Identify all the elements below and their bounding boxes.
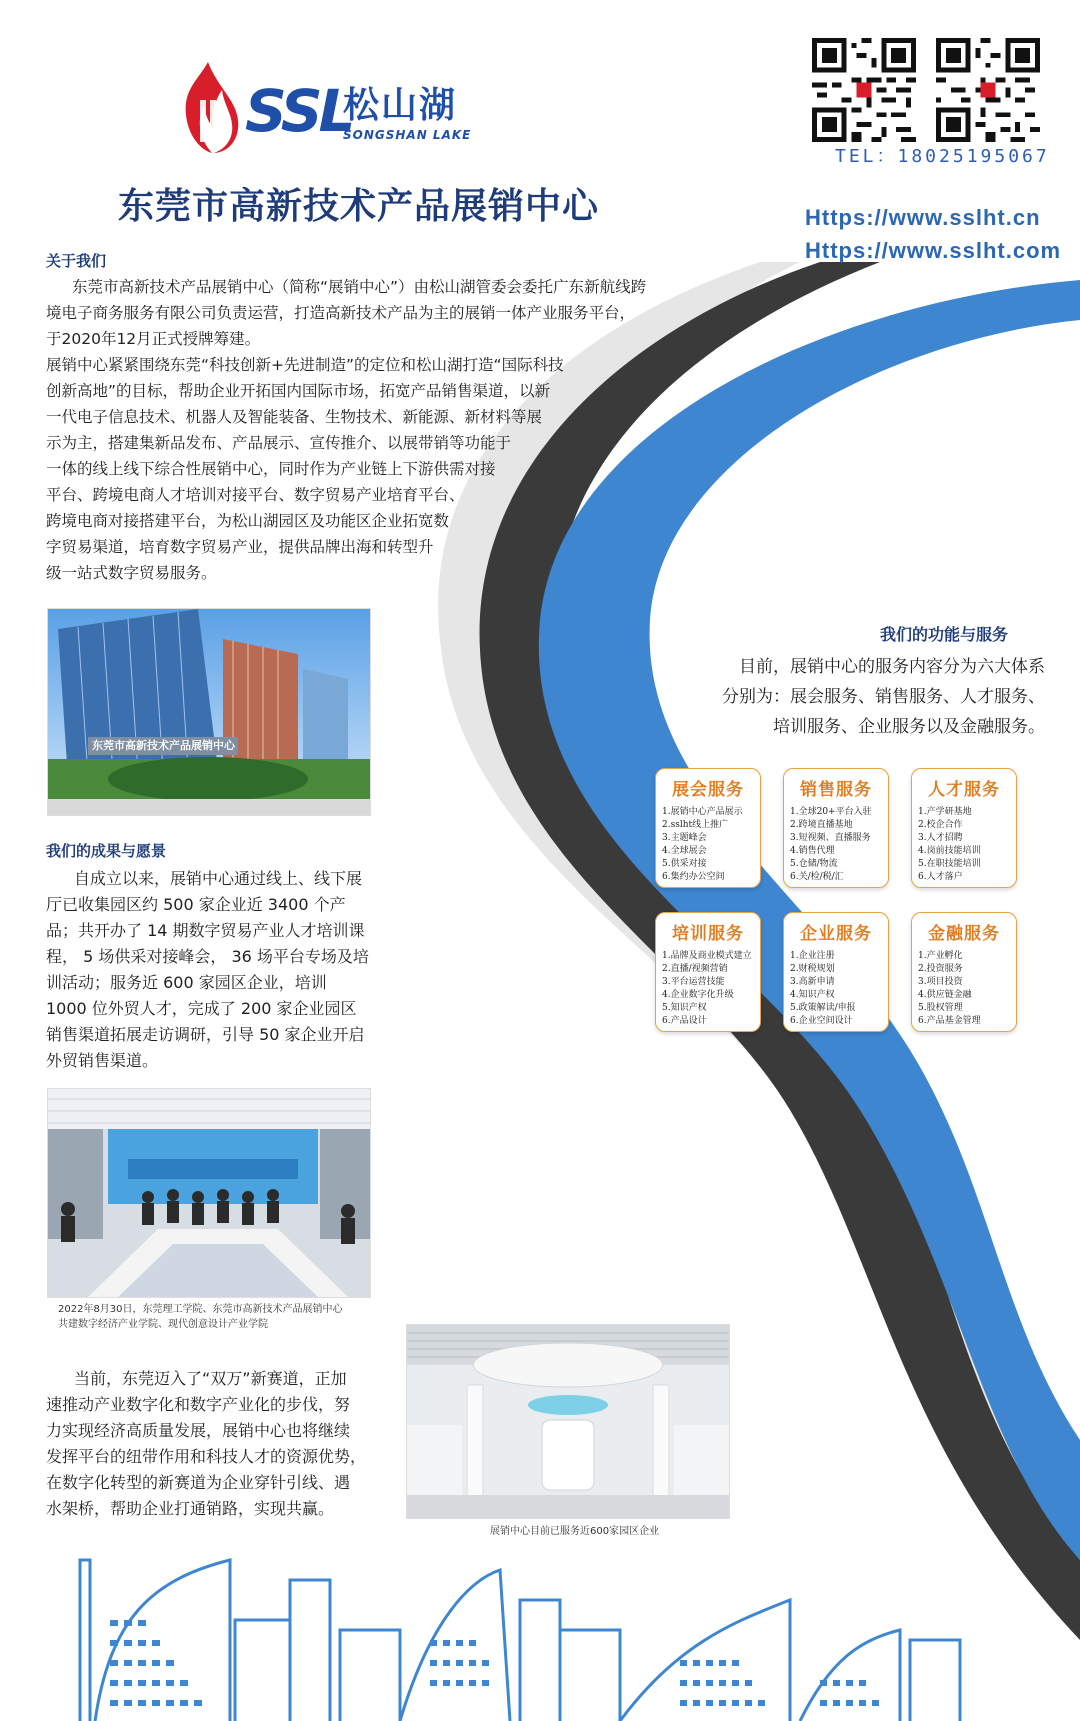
flame-logo-icon [178, 60, 240, 155]
card-item: 1.展销中心产品展示 [662, 807, 743, 817]
service-card-talent[interactable] [911, 768, 1017, 888]
card-item: 6.集约办公空间 [662, 872, 725, 882]
services-intro-line: 培训服务、企业服务以及金融服务。 [773, 717, 1045, 737]
card-title: 金融服务 [928, 924, 1000, 944]
closing-line: 在数字化转型的新赛道为企业穿针引线、遇 [46, 1473, 351, 1492]
card-item: 1.产学研基地 [918, 807, 972, 817]
closing-line: 当前，东莞迈入了“双万”新赛道，正加 [74, 1369, 347, 1388]
qr-code-icon[interactable] [936, 38, 1040, 142]
card-item: 6.企业空间设计 [790, 1016, 853, 1026]
achievements-line: 自成立以来，展销中心通过线上、线下展 [74, 869, 363, 888]
card-item: 4.销售代理 [790, 846, 835, 856]
achievements-line: 1000 位外贸人才，完成了 200 家企业园区 [46, 999, 357, 1018]
website-url[interactable]: Https://www.sslht.com [805, 238, 1062, 263]
card-item: 1.企业注册 [790, 951, 835, 961]
about-line: 字贸易渠道，培育数字贸易产业，提供品牌出海和转型升 [46, 538, 434, 556]
services-intro-line: 目前，展销中心的服务内容分为六大体系 [739, 657, 1045, 677]
card-item: 4.企业数字化升级 [662, 990, 734, 1000]
about-heading: 关于我们 [46, 252, 107, 270]
services-intro [705, 652, 1045, 742]
hall-caption: 展销中心目前已服务近600家园区企业 [490, 1526, 660, 1537]
about-line: 展销中心紧紧围绕东莞“科技创新+先进制造”的定位和松山湖打造“国际科技 [46, 356, 564, 374]
service-card-exhibition[interactable] [655, 768, 761, 888]
about-line: 境电子商务服务有限公司负责运营，打造高新技术产品为主的展销一体产业服务平台， [46, 304, 636, 322]
card-item: 2.跨境直播基地 [790, 820, 853, 830]
card-item: 4.全球展会 [662, 846, 707, 856]
closing-line: 力实现经济高质量发展，展销中心也将继续 [46, 1421, 351, 1440]
card-item: 6.人才落户 [918, 872, 963, 882]
card-item: 2.校企合作 [918, 820, 963, 830]
card-item: 2.sslht线上推广 [662, 820, 729, 830]
building-sign: 东莞市高新技术产品展销中心 [92, 739, 235, 752]
about-line: 跨境电商对接搭建平台，为松山湖园区及功能区企业拓宽数 [46, 512, 450, 530]
card-item: 3.人才招聘 [918, 833, 963, 843]
page-title: 东莞市高新技术产品展销中心 [118, 186, 600, 227]
achievements-line: 训活动；服务近 600 家园区企业，培训 [46, 973, 327, 992]
telephone-number: TEL：18025195067 [835, 146, 1050, 167]
closing-line: 水架桥，帮助企业打通销路，实现共赢。 [46, 1499, 335, 1518]
card-item: 6.关/检/税/汇 [790, 872, 844, 882]
about-line: 东莞市高新技术产品展销中心（简称“展销中心”）由松山湖管委会委托广东新航线跨 [72, 278, 647, 296]
card-item: 3.平台运营技能 [662, 977, 725, 987]
about-line: 一体的线上线下综合性展销中心，同时作为产业链上下游供需对接 [46, 460, 496, 478]
card-item: 1.全球20+平台入驻 [790, 807, 872, 817]
card-title: 展会服务 [672, 780, 744, 800]
card-title: 销售服务 [800, 780, 872, 800]
card-item: 1.品牌及商业模式建立 [662, 951, 752, 961]
card-item: 2.投资服务 [918, 964, 963, 974]
building-photo [47, 608, 371, 816]
card-item: 3.高新申请 [790, 977, 835, 987]
website-url[interactable]: Https://www.sslht.cn [805, 205, 1041, 230]
about-line: 创新高地”的目标，帮助企业开拓国内国际市场，拓宽产品销售渠道，以新 [46, 382, 551, 400]
achievements-line: 销售渠道拓展走访调研，引导 50 家企业开启 [46, 1025, 365, 1044]
card-item: 3.项目投资 [918, 977, 963, 987]
service-card-enterprise[interactable] [783, 912, 889, 1032]
achievements-line: 外贸销售渠道。 [46, 1051, 159, 1070]
card-item: 6.产品设计 [662, 1016, 707, 1026]
card-item: 5.在职技能培训 [918, 859, 981, 869]
brand-name-en: SONGSHAN LAKE [343, 128, 472, 142]
card-item: 3.短视频、直播服务 [790, 833, 871, 843]
card-item: 2.财税规划 [790, 964, 835, 974]
meeting-caption [58, 1302, 398, 1332]
card-item: 5.政策解读/申报 [790, 1003, 856, 1013]
about-line: 一代电子信息技术、机器人及智能装备、生物技术、新能源、新材料等展 [46, 408, 543, 426]
card-item: 5.知识产权 [662, 1003, 707, 1013]
about-line: 示为主，搭建集新品发布、产品展示、宣传推介、以展带销等功能于 [46, 434, 512, 452]
service-card-training[interactable] [655, 912, 761, 1032]
city-skyline-illustration [0, 1540, 1080, 1721]
card-item: 4.供应链金融 [918, 990, 972, 1000]
card-item: 4.岗前技能培训 [918, 846, 981, 856]
about-text [46, 274, 746, 586]
closing-line: 速推动产业数字化和数字产业化的步伐，努 [46, 1395, 351, 1414]
exhibition-hall-photo [406, 1324, 730, 1519]
services-intro-line: 分别为：展会服务、销售服务、人才服务、 [722, 687, 1045, 707]
caption-line: 共建数字经济产业学院、现代创意设计产业学院 [58, 1319, 268, 1330]
achievements-heading: 我们的成果与愿景 [46, 842, 167, 860]
qr-code-icon[interactable] [812, 38, 916, 142]
card-item: 1.产业孵化 [918, 951, 963, 961]
meeting-photo [47, 1088, 371, 1298]
achievements-line: 品；共开办了 14 期数字贸易产业人才培训课 [46, 921, 365, 940]
about-line: 级一站式数字贸易服务。 [46, 564, 217, 582]
card-title: 培训服务 [672, 924, 744, 944]
service-card-finance[interactable] [911, 912, 1017, 1032]
achievements-line: 程， 5 场供采对接峰会， 36 场平台专场及培 [46, 947, 369, 966]
closing-text [46, 1366, 396, 1522]
card-item: 6.产品基金管理 [918, 1016, 981, 1026]
about-line: 于2020年12月正式授牌筹建。 [46, 330, 261, 348]
card-item: 5.仓储/物流 [790, 859, 838, 869]
about-line: 平台、跨境电商人才培训对接平台、数字贸易产业培育平台、 [46, 486, 465, 504]
closing-line: 发挥平台的纽带作用和科技人才的资源优势， [46, 1447, 367, 1466]
card-item: 5.供采对接 [662, 859, 707, 869]
brand-name-cn: 松山湖 [343, 85, 458, 126]
card-item: 2.直播/视频营销 [662, 964, 728, 974]
card-title: 企业服务 [800, 924, 872, 944]
card-item: 4.知识产权 [790, 990, 835, 1000]
services-heading: 我们的功能与服务 [880, 625, 1009, 644]
card-item: 3.主题峰会 [662, 833, 707, 843]
service-card-sales[interactable] [783, 768, 889, 888]
brand-ssl-logo: SSL [245, 77, 352, 145]
achievements-text [46, 866, 426, 1074]
card-item: 5.股权管理 [918, 1003, 963, 1013]
caption-line: 2022年8月30日，东莞理工学院、东莞市高新技术产品展销中心 [58, 1304, 343, 1315]
card-title: 人才服务 [928, 780, 1000, 800]
achievements-line: 厅已收集园区约 500 家企业近 3400 个产 [46, 895, 346, 914]
